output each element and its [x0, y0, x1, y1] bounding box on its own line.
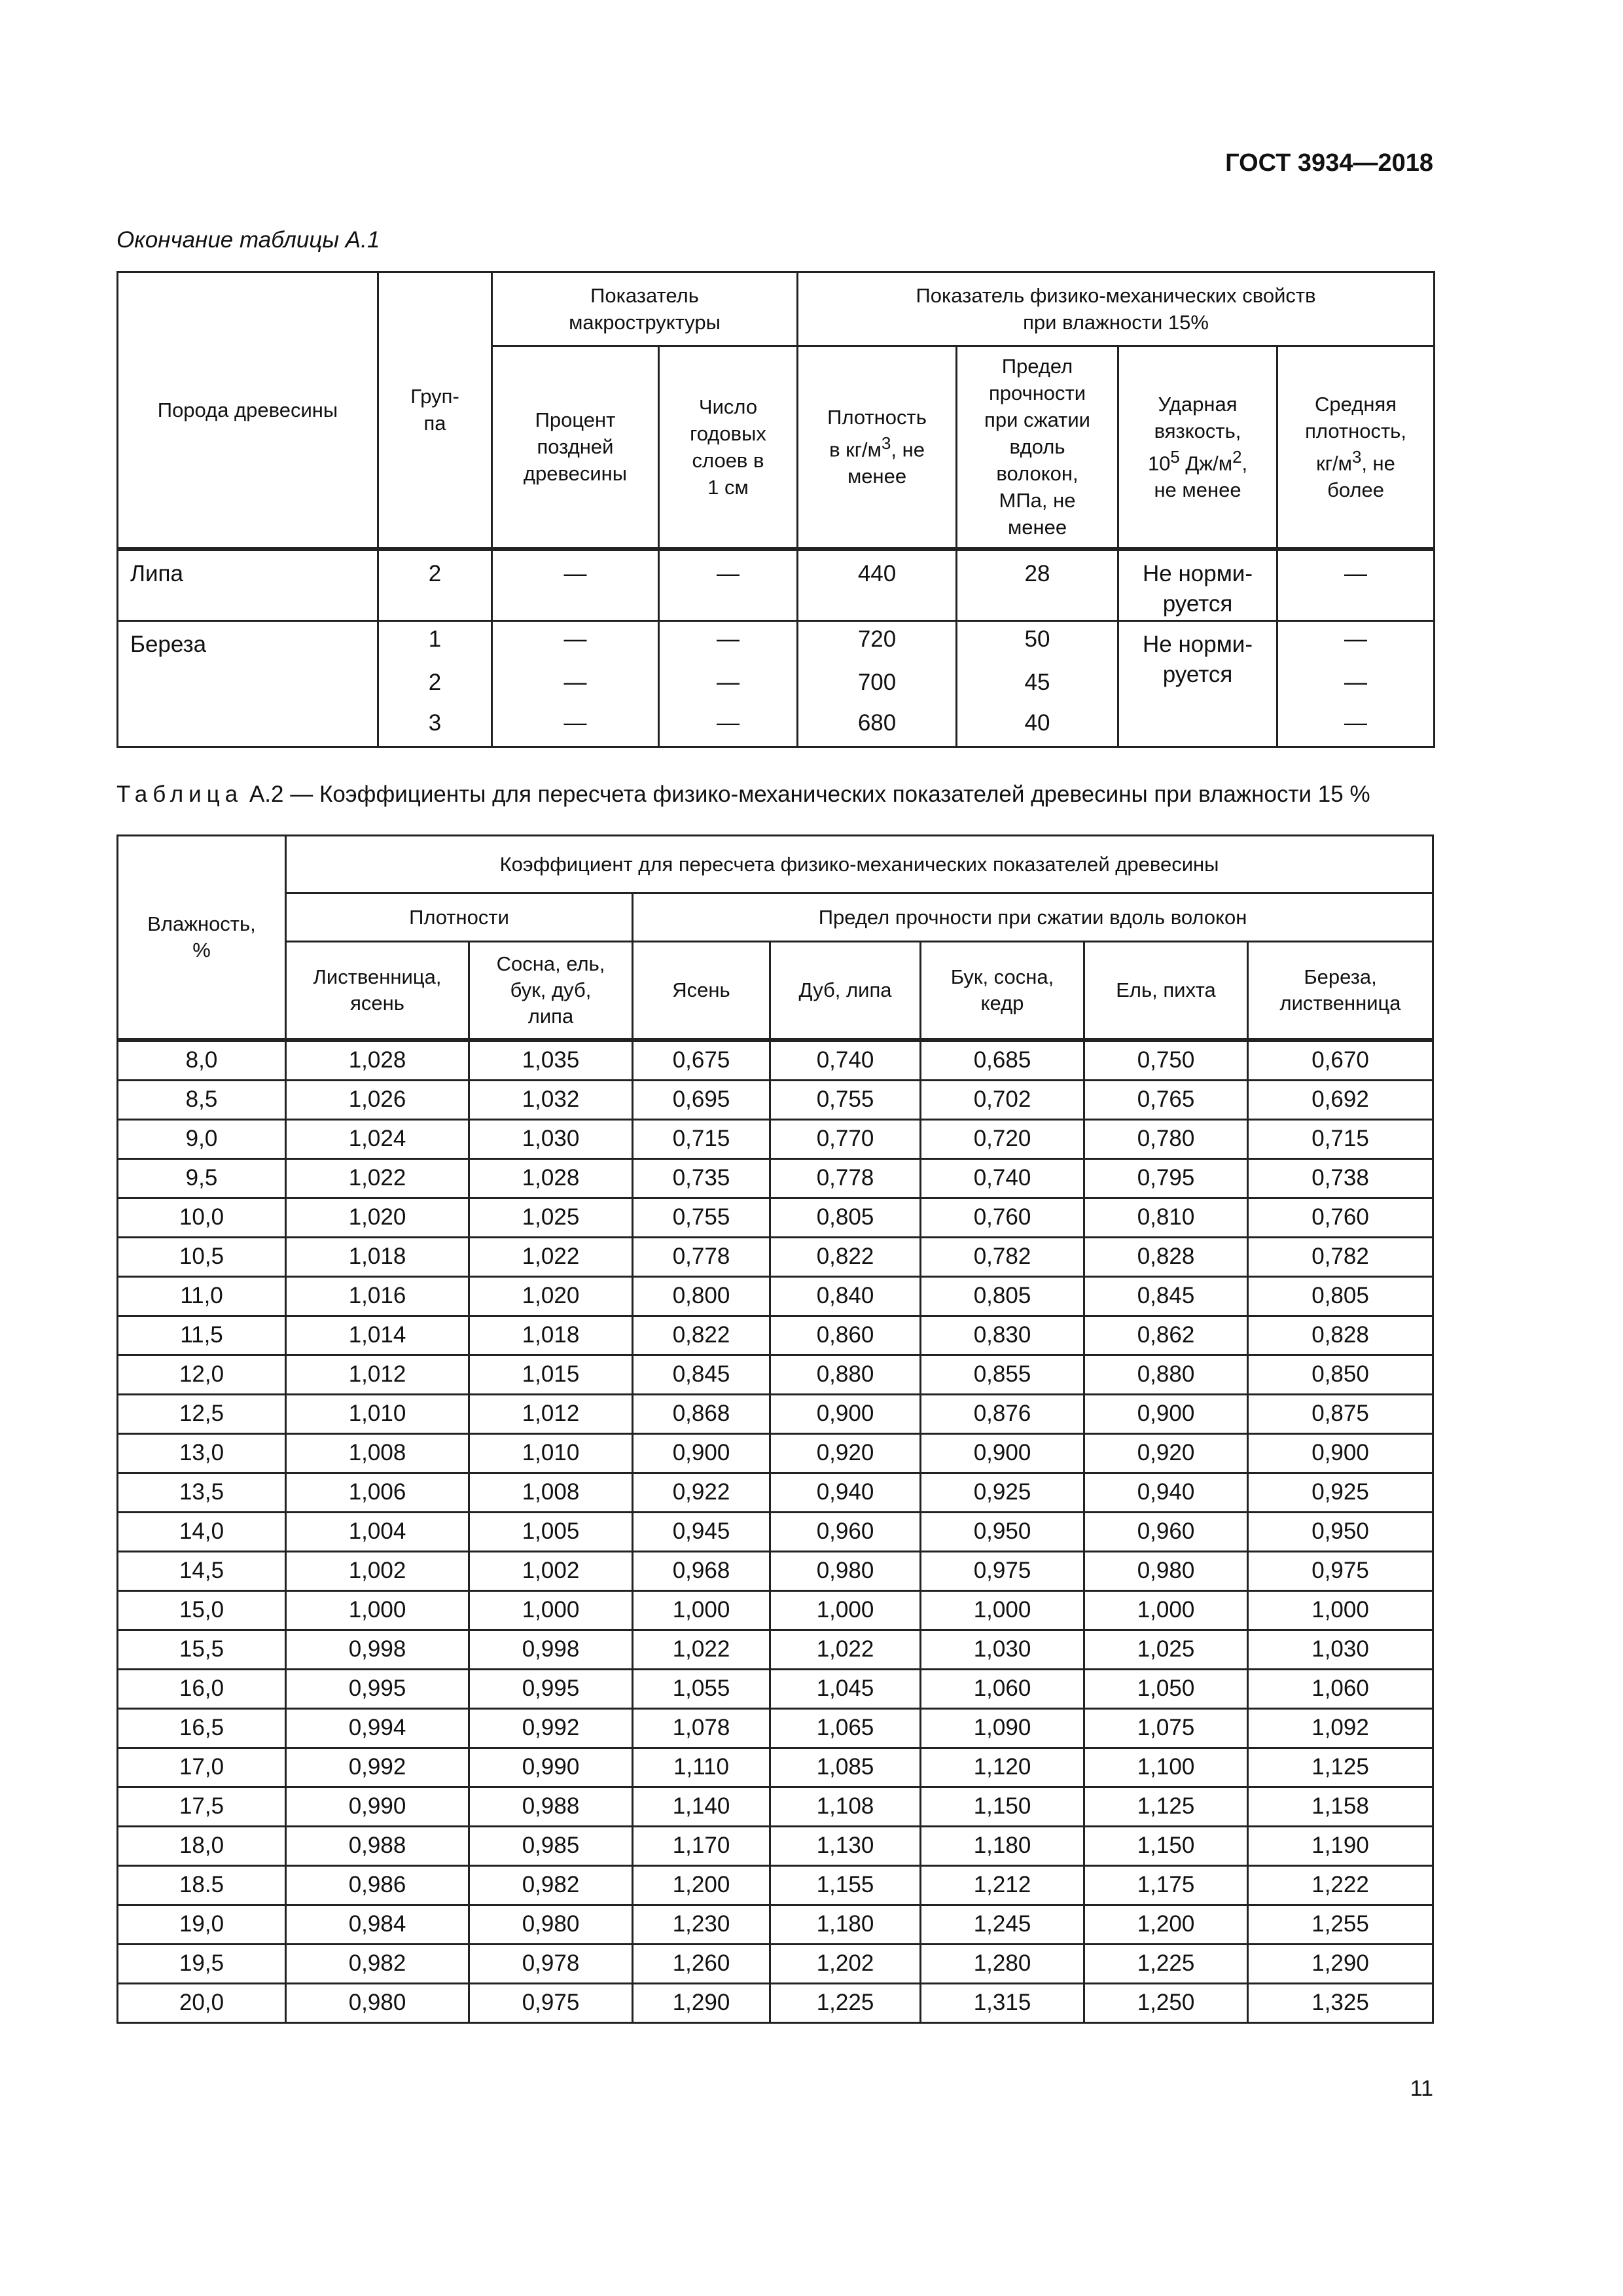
- table-row: [118, 1983, 1433, 2022]
- coefficient-cell: 1,190: [1248, 1826, 1433, 1865]
- humidity-cell: 8,0: [118, 1040, 286, 1081]
- coefficient-cell: 1,020: [469, 1276, 633, 1316]
- coefficient-cell: 0,850: [1248, 1355, 1433, 1394]
- coefficient-cell: 0,692: [1248, 1080, 1433, 1119]
- coefficient-cell: 0,880: [1084, 1355, 1248, 1394]
- coefficient-cell: 0,925: [1248, 1473, 1433, 1512]
- humidity-cell: 14,5: [118, 1551, 286, 1590]
- humidity-cell: 17,5: [118, 1787, 286, 1826]
- header-strength: Предел прочности при сжатии вдоль волокон, МПа, не менее: [957, 346, 1118, 549]
- coefficient-cell: 0,900: [921, 1433, 1084, 1473]
- humidity-cell: 13,5: [118, 1473, 286, 1512]
- coefficient-cell: 1,015: [469, 1355, 633, 1394]
- table-row: [118, 1276, 1433, 1316]
- coefficient-cell: 0,992: [469, 1708, 633, 1748]
- humidity-cell: 15,0: [118, 1590, 286, 1630]
- humidity-cell: 12,5: [118, 1394, 286, 1433]
- coefficient-cell: 1,065: [770, 1708, 921, 1748]
- coefficient-cell: 0,800: [633, 1276, 770, 1316]
- coefficient-cell: 1,200: [633, 1865, 770, 1905]
- table-row: [118, 1512, 1433, 1551]
- coefficient-cell: 0,822: [633, 1316, 770, 1355]
- document-code: ГОСТ 3934—2018: [1225, 149, 1433, 177]
- coefficient-cell: 1,108: [770, 1787, 921, 1826]
- coefficient-cell: 0,695: [633, 1080, 770, 1119]
- coefficient-cell: 1,002: [469, 1551, 633, 1590]
- header-column: Бук, сосна, кедр: [921, 942, 1084, 1040]
- coefficient-cell: 0,778: [633, 1237, 770, 1276]
- coefficient-cell: 0,845: [1084, 1276, 1248, 1316]
- coefficient-cell: 0,740: [770, 1040, 921, 1081]
- coefficient-cell: 0,985: [469, 1826, 633, 1865]
- coefficient-cell: 1,030: [921, 1630, 1084, 1669]
- humidity-cell: 20,0: [118, 1983, 286, 2022]
- coefficient-cell: 1,006: [286, 1473, 469, 1512]
- coefficient-cell: 0,685: [921, 1040, 1084, 1081]
- header-column: Сосна, ель, бук, дуб, липа: [469, 942, 633, 1040]
- coefficient-cell: 0,782: [1248, 1237, 1433, 1276]
- table-row: [118, 1787, 1433, 1826]
- table-row: [118, 1630, 1433, 1669]
- coefficient-cell: 1,000: [469, 1590, 633, 1630]
- coefficient-cell: 0,982: [469, 1865, 633, 1905]
- coefficient-cell: 1,000: [633, 1590, 770, 1630]
- coefficient-cell: 1,022: [770, 1630, 921, 1669]
- coefficient-cell: 1,018: [469, 1316, 633, 1355]
- header-column: Дуб, липа: [770, 942, 921, 1040]
- coefficient-cell: 0,984: [286, 1905, 469, 1944]
- table-row: [118, 1865, 1433, 1905]
- coefficient-cell: 0,986: [286, 1865, 469, 1905]
- humidity-cell: 18,0: [118, 1826, 286, 1865]
- coefficient-cell: 1,085: [770, 1748, 921, 1787]
- table-a1: [116, 271, 1435, 748]
- table-row: [118, 1355, 1433, 1394]
- table-row: [118, 1590, 1433, 1630]
- table-row: [118, 1944, 1433, 1983]
- page-number: 11: [1410, 2076, 1433, 2101]
- coefficient-cell: 1,325: [1248, 1983, 1433, 2022]
- coefficient-cell: 0,982: [286, 1944, 469, 1983]
- coefficient-cell: 0,860: [770, 1316, 921, 1355]
- humidity-cell: 19,0: [118, 1905, 286, 1944]
- coefficient-cell: 1,155: [770, 1865, 921, 1905]
- header-density: Плотность в $кг/м^3$, не менее: [798, 346, 957, 549]
- table-row: [118, 1119, 1433, 1158]
- coefficient-cell: 1,245: [921, 1905, 1084, 1944]
- coefficient-cell: 1,032: [469, 1080, 633, 1119]
- coefficient-cell: 1,170: [633, 1826, 770, 1865]
- header-species: Порода древесины: [118, 272, 378, 549]
- humidity-cell: 11,5: [118, 1316, 286, 1355]
- coefficient-cell: 0,770: [770, 1119, 921, 1158]
- coefficient-cell: 0,702: [921, 1080, 1084, 1119]
- coefficient-cell: 0,880: [770, 1355, 921, 1394]
- coefficient-cell: 0,990: [469, 1748, 633, 1787]
- humidity-cell: 15,5: [118, 1630, 286, 1669]
- coefficient-cell: 0,805: [1248, 1276, 1433, 1316]
- coefficient-cell: 0,875: [1248, 1394, 1433, 1433]
- coefficient-cell: 1,000: [1248, 1590, 1433, 1630]
- density-cell: 440: [798, 549, 957, 621]
- coefficient-cell: 0,805: [770, 1198, 921, 1237]
- coefficient-cell: 0,670: [1248, 1040, 1433, 1081]
- table-row: [118, 1237, 1433, 1276]
- coefficient-cell: 0,940: [770, 1473, 921, 1512]
- coefficient-cell: 1,200: [1084, 1905, 1248, 1944]
- header-column: Ель, пихта: [1084, 942, 1248, 1040]
- header-humidity: Влажность, %: [118, 836, 286, 1040]
- coefficient-cell: 1,045: [770, 1669, 921, 1708]
- coefficient-cell: 1,012: [286, 1355, 469, 1394]
- table-row: [118, 1748, 1433, 1787]
- coefficient-cell: 1,008: [286, 1433, 469, 1473]
- humidity-cell: 17,0: [118, 1748, 286, 1787]
- header-column: Ясень: [633, 942, 770, 1040]
- group-cell: 1 2 3: [378, 621, 492, 747]
- coefficient-cell: 0,715: [1248, 1119, 1433, 1158]
- header-physical-properties: Показатель физико-механических свойств при влажности 15%: [798, 272, 1435, 346]
- impact-cell: Не норми- руется: [1118, 621, 1277, 747]
- late-wood-cell: — — —: [492, 621, 659, 747]
- coefficient-cell: 1,175: [1084, 1865, 1248, 1905]
- coefficient-cell: 1,022: [286, 1158, 469, 1198]
- coefficient-cell: 1,100: [1084, 1748, 1248, 1787]
- table-row: [118, 1551, 1433, 1590]
- table-a1-caption: Окончание таблицы А.1: [116, 227, 380, 253]
- humidity-cell: 14,0: [118, 1512, 286, 1551]
- coefficient-cell: 0,830: [921, 1316, 1084, 1355]
- coefficient-cell: 1,035: [469, 1040, 633, 1081]
- coefficient-cell: 0,755: [770, 1080, 921, 1119]
- table-a2-body: [118, 1040, 1433, 2023]
- coefficient-cell: 0,968: [633, 1551, 770, 1590]
- table-row: [118, 1394, 1433, 1433]
- coefficient-cell: 1,225: [770, 1983, 921, 2022]
- rings-cell: — — —: [659, 621, 798, 747]
- coefficient-cell: 1,290: [1248, 1944, 1433, 1983]
- coefficient-cell: 1,000: [921, 1590, 1084, 1630]
- density-cell: 720 700 680: [798, 621, 957, 747]
- coefficient-cell: 0,980: [286, 1983, 469, 2022]
- header-density-group: Плотности: [286, 893, 633, 942]
- coefficient-cell: 1,022: [633, 1630, 770, 1669]
- header-coefficient: Коэффициент для пересчета физико-механических показателей древесины: [286, 836, 1433, 893]
- coefficient-cell: 1,010: [286, 1394, 469, 1433]
- humidity-cell: 9,5: [118, 1158, 286, 1198]
- header-macrostructure: Показатель макроструктуры: [492, 272, 798, 346]
- coefficient-cell: 0,805: [921, 1276, 1084, 1316]
- coefficient-cell: 0,960: [1084, 1512, 1248, 1551]
- coefficient-cell: 1,000: [286, 1590, 469, 1630]
- table-row: [118, 1198, 1433, 1237]
- coefficient-cell: 1,110: [633, 1748, 770, 1787]
- humidity-cell: 16,5: [118, 1708, 286, 1748]
- coefficient-cell: 1,315: [921, 1983, 1084, 2022]
- coefficient-cell: 0,855: [921, 1355, 1084, 1394]
- coefficient-cell: 0,675: [633, 1040, 770, 1081]
- species-cell: Береза: [118, 621, 378, 747]
- coefficient-cell: 1,020: [286, 1198, 469, 1237]
- coefficient-cell: 1,150: [1084, 1826, 1248, 1865]
- coefficient-cell: 1,180: [921, 1826, 1084, 1865]
- table-row: [118, 1433, 1433, 1473]
- coefficient-cell: 1,002: [286, 1551, 469, 1590]
- coefficient-cell: 0,822: [770, 1237, 921, 1276]
- table-row: [118, 1669, 1433, 1708]
- coefficient-cell: 0,778: [770, 1158, 921, 1198]
- humidity-cell: 10,5: [118, 1237, 286, 1276]
- table-row: [118, 1473, 1433, 1512]
- header-impact: Ударная вязкость, $10^5$ $Дж/м^2$, не менее: [1118, 346, 1277, 549]
- header-strength-group: Предел прочности при сжатии вдоль волокон: [633, 893, 1433, 942]
- coefficient-cell: 0,720: [921, 1119, 1084, 1158]
- coefficient-cell: 1,050: [1084, 1669, 1248, 1708]
- coefficient-cell: 1,060: [921, 1669, 1084, 1708]
- coefficient-cell: 1,130: [770, 1826, 921, 1865]
- coefficient-cell: 0,945: [633, 1512, 770, 1551]
- coefficient-cell: 1,012: [469, 1394, 633, 1433]
- group-cell: 2: [378, 549, 492, 621]
- coefficient-cell: 0,950: [1248, 1512, 1433, 1551]
- coefficient-cell: 0,980: [770, 1551, 921, 1590]
- coefficient-cell: 0,715: [633, 1119, 770, 1158]
- coefficient-cell: 1,005: [469, 1512, 633, 1551]
- coefficient-cell: 0,862: [1084, 1316, 1248, 1355]
- strength-cell: 50 45 40: [957, 621, 1118, 747]
- table-row: [118, 549, 1435, 621]
- avg-density-cell: —: [1277, 549, 1435, 621]
- humidity-cell: 11,0: [118, 1276, 286, 1316]
- coefficient-cell: 0,990: [286, 1787, 469, 1826]
- strength-cell: 28: [957, 549, 1118, 621]
- header-avg-density: Средняя плотность, $кг/м^3$, не более: [1277, 346, 1435, 549]
- coefficient-cell: 1,120: [921, 1748, 1084, 1787]
- header-column: Лиственница, ясень: [286, 942, 469, 1040]
- coefficient-cell: 0,750: [1084, 1040, 1248, 1081]
- coefficient-cell: 1,090: [921, 1708, 1084, 1748]
- coefficient-cell: 0,980: [469, 1905, 633, 1944]
- coefficient-cell: 0,828: [1248, 1316, 1433, 1355]
- coefficient-cell: 0,988: [469, 1787, 633, 1826]
- coefficient-cell: 0,920: [1084, 1433, 1248, 1473]
- rings-cell: —: [659, 549, 798, 621]
- coefficient-cell: 1,075: [1084, 1708, 1248, 1748]
- coefficient-cell: 1,125: [1084, 1787, 1248, 1826]
- coefficient-cell: 0,900: [1084, 1394, 1248, 1433]
- coefficient-cell: 0,845: [633, 1355, 770, 1394]
- header-late-wood: Процент поздней древесины: [492, 346, 659, 549]
- coefficient-cell: 0,735: [633, 1158, 770, 1198]
- impact-cell: Не норми- руется: [1118, 549, 1277, 621]
- table-row: [118, 1708, 1433, 1748]
- coefficient-cell: 0,975: [469, 1983, 633, 2022]
- coefficient-cell: 0,925: [921, 1473, 1084, 1512]
- coefficient-cell: 1,022: [469, 1237, 633, 1276]
- coefficient-cell: 1,180: [770, 1905, 921, 1944]
- humidity-cell: 12,0: [118, 1355, 286, 1394]
- coefficient-cell: 1,028: [286, 1040, 469, 1081]
- coefficient-cell: 1,260: [633, 1944, 770, 1983]
- coefficient-cell: 0,876: [921, 1394, 1084, 1433]
- table-row: [118, 1316, 1433, 1355]
- coefficient-cell: 1,125: [1248, 1748, 1433, 1787]
- coefficient-cell: 1,030: [469, 1119, 633, 1158]
- coefficient-cell: 0,950: [921, 1512, 1084, 1551]
- coefficient-cell: 1,202: [770, 1944, 921, 1983]
- coefficient-cell: 1,060: [1248, 1669, 1433, 1708]
- table-a2: [116, 834, 1434, 2024]
- coefficient-cell: 0,995: [469, 1669, 633, 1708]
- coefficient-cell: 1,014: [286, 1316, 469, 1355]
- humidity-cell: 18.5: [118, 1865, 286, 1905]
- coefficient-cell: 0,780: [1084, 1119, 1248, 1158]
- coefficient-cell: 0,922: [633, 1473, 770, 1512]
- coefficient-cell: 0,900: [1248, 1433, 1433, 1473]
- coefficient-cell: 1,290: [633, 1983, 770, 2022]
- header-rings: Число годовых слоев в 1 см: [659, 346, 798, 549]
- header-column: Береза, лиственница: [1248, 942, 1433, 1040]
- coefficient-cell: 0,765: [1084, 1080, 1248, 1119]
- table-a2-caption: Таблица А.2 — Коэффициенты для пересчета физико-механических показателей древесины при влажности 15 %: [116, 781, 1370, 807]
- avg-density-cell: — — —: [1277, 621, 1435, 747]
- coefficient-cell: 0,868: [633, 1394, 770, 1433]
- coefficient-cell: 0,900: [633, 1433, 770, 1473]
- coefficient-cell: 1,250: [1084, 1983, 1248, 2022]
- coefficient-cell: 0,760: [1248, 1198, 1433, 1237]
- coefficient-cell: 1,000: [1084, 1590, 1248, 1630]
- coefficient-cell: 0,740: [921, 1158, 1084, 1198]
- table-row: [118, 1158, 1433, 1198]
- late-wood-cell: —: [492, 549, 659, 621]
- header-group: Груп- па: [378, 272, 492, 549]
- coefficient-cell: 1,280: [921, 1944, 1084, 1983]
- coefficient-cell: 0,978: [469, 1944, 633, 1983]
- coefficient-cell: 1,225: [1084, 1944, 1248, 1983]
- coefficient-cell: 1,028: [469, 1158, 633, 1198]
- coefficient-cell: 1,000: [770, 1590, 921, 1630]
- coefficient-cell: 1,158: [1248, 1787, 1433, 1826]
- coefficient-cell: 0,975: [1248, 1551, 1433, 1590]
- humidity-cell: 13,0: [118, 1433, 286, 1473]
- coefficient-cell: 1,230: [633, 1905, 770, 1944]
- humidity-cell: 10,0: [118, 1198, 286, 1237]
- coefficient-cell: 0,980: [1084, 1551, 1248, 1590]
- coefficient-cell: 1,150: [921, 1787, 1084, 1826]
- humidity-cell: 19,5: [118, 1944, 286, 1983]
- coefficient-cell: 0,960: [770, 1512, 921, 1551]
- table-row: [118, 1905, 1433, 1944]
- coefficient-cell: 0,738: [1248, 1158, 1433, 1198]
- coefficient-cell: 0,920: [770, 1433, 921, 1473]
- coefficient-cell: 0,810: [1084, 1198, 1248, 1237]
- coefficient-cell: 0,840: [770, 1276, 921, 1316]
- species-cell: Липа: [118, 549, 378, 621]
- coefficient-cell: 0,782: [921, 1237, 1084, 1276]
- coefficient-cell: 0,988: [286, 1826, 469, 1865]
- coefficient-cell: 1,055: [633, 1669, 770, 1708]
- table-row: [118, 1826, 1433, 1865]
- coefficient-cell: 0,828: [1084, 1237, 1248, 1276]
- coefficient-cell: 1,025: [1084, 1630, 1248, 1669]
- coefficient-cell: 1,026: [286, 1080, 469, 1119]
- coefficient-cell: 0,998: [286, 1630, 469, 1669]
- coefficient-cell: 0,940: [1084, 1473, 1248, 1512]
- table-row: [118, 1080, 1433, 1119]
- coefficient-cell: 1,255: [1248, 1905, 1433, 1944]
- coefficient-cell: 1,018: [286, 1237, 469, 1276]
- table-row: [118, 621, 1435, 747]
- coefficient-cell: 1,140: [633, 1787, 770, 1826]
- coefficient-cell: 1,212: [921, 1865, 1084, 1905]
- coefficient-cell: 1,222: [1248, 1865, 1433, 1905]
- coefficient-cell: 1,010: [469, 1433, 633, 1473]
- coefficient-cell: 1,024: [286, 1119, 469, 1158]
- humidity-cell: 9,0: [118, 1119, 286, 1158]
- coefficient-cell: 0,998: [469, 1630, 633, 1669]
- humidity-cell: 16,0: [118, 1669, 286, 1708]
- coefficient-cell: 0,995: [286, 1669, 469, 1708]
- coefficient-cell: 0,975: [921, 1551, 1084, 1590]
- coefficient-cell: 0,900: [770, 1394, 921, 1433]
- humidity-cell: 8,5: [118, 1080, 286, 1119]
- coefficient-cell: 1,092: [1248, 1708, 1433, 1748]
- coefficient-cell: 0,755: [633, 1198, 770, 1237]
- coefficient-cell: 0,994: [286, 1708, 469, 1748]
- coefficient-cell: 0,760: [921, 1198, 1084, 1237]
- coefficient-cell: 1,030: [1248, 1630, 1433, 1669]
- coefficient-cell: 1,078: [633, 1708, 770, 1748]
- coefficient-cell: 1,016: [286, 1276, 469, 1316]
- coefficient-cell: 1,008: [469, 1473, 633, 1512]
- coefficient-cell: 0,992: [286, 1748, 469, 1787]
- table-row: [118, 1040, 1433, 1081]
- coefficient-cell: 1,025: [469, 1198, 633, 1237]
- coefficient-cell: 1,004: [286, 1512, 469, 1551]
- coefficient-cell: 0,795: [1084, 1158, 1248, 1198]
